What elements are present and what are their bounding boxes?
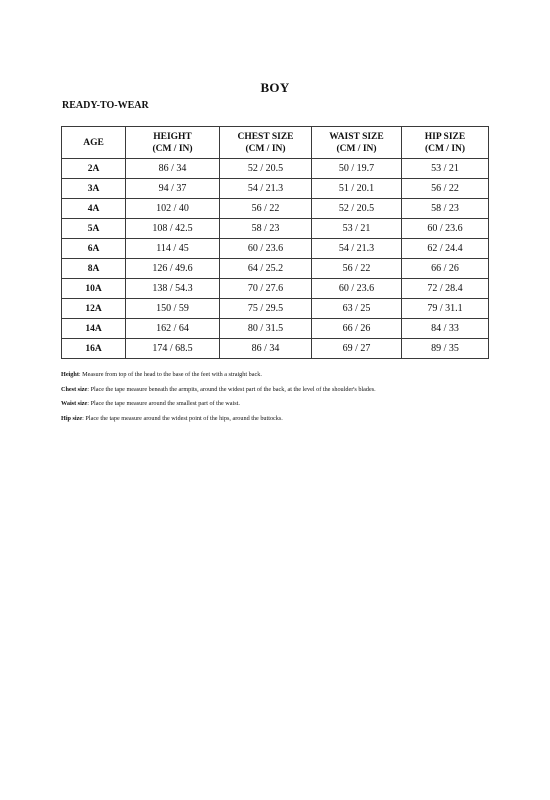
height-cell: 174 / 68.5: [126, 339, 220, 359]
waist-size-cell: 66 / 26: [312, 319, 402, 339]
header-label: HIP SIZE: [424, 131, 466, 142]
waist-size-cell: 51 / 20.1: [312, 179, 402, 199]
waist-size-header: [312, 127, 402, 159]
section-title: READY-TO-WEAR: [62, 100, 149, 111]
table-header-row: [62, 127, 489, 159]
note-text: : Place the tape measure around the smallest part of the waist.: [87, 400, 240, 407]
header-unit: (CM / IN): [336, 143, 377, 154]
height-header: [126, 127, 220, 159]
waist-size-cell: 60 / 23.6: [312, 279, 402, 299]
table-row: [62, 259, 489, 279]
age-cell: 3A: [62, 179, 126, 199]
size-chart-table: [61, 126, 489, 359]
age-header: [62, 127, 126, 159]
chest-size-cell: 58 / 23: [220, 219, 312, 239]
table-row: [62, 339, 489, 359]
age-cell: 6A: [62, 239, 126, 259]
height-cell: 86 / 34: [126, 159, 220, 179]
height-cell: 150 / 59: [126, 299, 220, 319]
hip-size-cell: 58 / 23: [402, 199, 489, 219]
height-cell: 138 / 54.3: [126, 279, 220, 299]
chest-size-cell: 54 / 21.3: [220, 179, 312, 199]
note-text: : Place the tape measure around the widest point of the hips, around the buttocks.: [82, 414, 283, 422]
note-line: [61, 397, 501, 412]
header-label: WAIST SIZE: [329, 131, 384, 142]
age-cell: 16A: [62, 339, 126, 359]
waist-size-cell: 63 / 25: [312, 299, 402, 319]
height-cell: 108 / 42.5: [126, 219, 220, 239]
table-row: [62, 179, 489, 199]
note-text: : Place the tape measure beneath the armpits, around the widest part of the back, at the level of the shoulder's blades.: [87, 385, 376, 393]
note-line: [61, 383, 501, 398]
chest-size-cell: 75 / 29.5: [220, 299, 312, 319]
hip-size-cell: 56 / 22: [402, 179, 489, 199]
chest-size-cell: 56 / 22: [220, 199, 312, 219]
table-row: [62, 159, 489, 179]
waist-size-cell: 50 / 19.7: [312, 159, 402, 179]
table-row: [62, 279, 489, 299]
chest-size-cell: 52 / 20.5: [220, 159, 312, 179]
age-cell: 12A: [62, 299, 126, 319]
chest-size-cell: 86 / 34: [220, 339, 312, 359]
table-row: [62, 299, 489, 319]
chest-size-cell: 60 / 23.6: [220, 239, 312, 259]
height-cell: 162 / 64: [126, 319, 220, 339]
header-unit: (CM / IN): [245, 143, 286, 154]
note-line: [61, 368, 501, 383]
header-unit: (CM / IN): [152, 143, 193, 154]
age-cell: 8A: [62, 259, 126, 279]
age-cell: 10A: [62, 279, 126, 299]
note-label: Height: [61, 371, 79, 378]
table-row: [62, 319, 489, 339]
note-label: Chest size: [61, 385, 88, 393]
header-label: AGE: [83, 137, 104, 148]
table-body: [62, 159, 489, 359]
waist-size-cell: 69 / 27: [312, 339, 402, 359]
hip-size-cell: 79 / 31.1: [402, 299, 489, 319]
table-row: [62, 199, 489, 219]
height-cell: 94 / 37: [126, 179, 220, 199]
hip-size-cell: 53 / 21: [402, 159, 489, 179]
header-unit: (CM / IN): [424, 143, 466, 154]
waist-size-cell: 52 / 20.5: [312, 199, 402, 219]
age-cell: 14A: [62, 319, 126, 339]
waist-size-cell: 53 / 21: [312, 219, 402, 239]
chest-size-cell: 70 / 27.6: [220, 279, 312, 299]
hip-size-cell: 72 / 28.4: [402, 279, 489, 299]
height-cell: 102 / 40: [126, 199, 220, 219]
waist-size-cell: 54 / 21.3: [312, 239, 402, 259]
hip-size-cell: 66 / 26: [402, 259, 489, 279]
age-cell: 2A: [62, 159, 126, 179]
chest-size-cell: 80 / 31.5: [220, 319, 312, 339]
waist-size-cell: 56 / 22: [312, 259, 402, 279]
header-label: HEIGHT: [153, 131, 192, 142]
table-row: [62, 219, 489, 239]
note-label: Hip size: [61, 414, 83, 422]
page-title: BOY: [260, 80, 290, 95]
header-label: CHEST SIZE: [237, 131, 294, 142]
height-cell: 126 / 49.6: [126, 259, 220, 279]
hip-size-header: [402, 127, 489, 159]
age-cell: 5A: [62, 219, 126, 239]
hip-size-cell: 84 / 33: [402, 319, 489, 339]
hip-size-cell: 62 / 24.4: [402, 239, 489, 259]
note-text: : Measure from top of the head to the base of the feet with a straight back.: [78, 371, 262, 378]
hip-size-cell: 89 / 35: [402, 339, 489, 359]
table-row: [62, 239, 489, 259]
measurement-notes: [61, 368, 501, 426]
age-cell: 4A: [62, 199, 126, 219]
chest-size-cell: 64 / 25.2: [220, 259, 312, 279]
note-label: Waist size: [61, 400, 88, 407]
hip-size-cell: 60 / 23.6: [402, 219, 489, 239]
chest-size-header: [220, 127, 312, 159]
note-line: [61, 412, 501, 427]
height-cell: 114 / 45: [126, 239, 220, 259]
